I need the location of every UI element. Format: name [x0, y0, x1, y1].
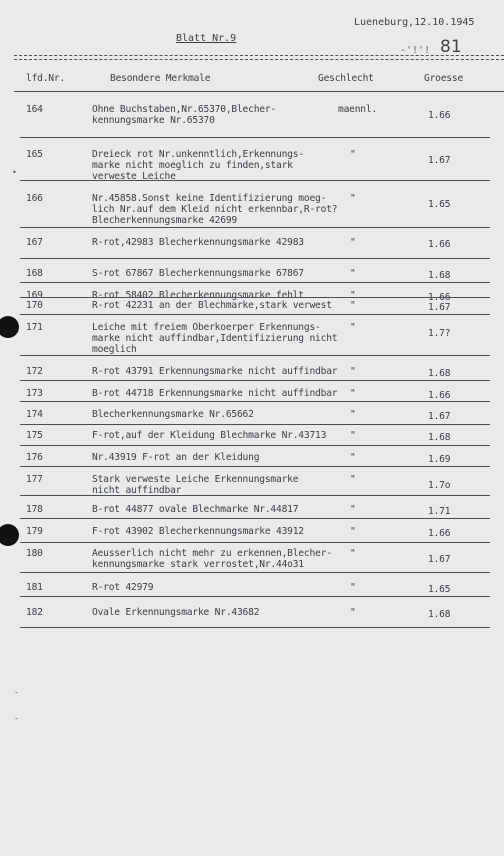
row-rule: [20, 227, 490, 228]
row-rule: [20, 424, 490, 425]
row-number: 181: [26, 582, 43, 593]
row-number: 165: [26, 149, 43, 160]
row-height: 1.65: [428, 199, 451, 210]
row-height: 1.66: [428, 390, 451, 401]
row-rule: [20, 258, 490, 259]
row-number: 170: [26, 300, 43, 311]
col-header-nr: lfd.Nr.: [26, 73, 66, 84]
row-description-line: Blecherkennungsmarke Nr.65662: [92, 409, 254, 420]
row-description-line: F-rot,auf der Kleidung Blechmarke Nr.43713: [92, 430, 327, 441]
row-description-line: Blecherkennungsmarke 42699: [92, 215, 237, 226]
row-number: 176: [26, 452, 43, 463]
row-number: 174: [26, 409, 43, 420]
place-date: Lueneburg,12.10.1945: [354, 17, 475, 28]
row-rule: [20, 380, 490, 381]
row-number: 167: [26, 237, 43, 248]
row-description-line: kennungsmarke Nr.65370: [92, 115, 215, 126]
row-description-line: R-rot 42979: [92, 582, 154, 593]
row-number: 166: [26, 193, 43, 204]
row-description-line: kennungsmarke stark verrostet,Nr.44o31: [92, 559, 304, 570]
row-height: 1.66: [428, 292, 451, 303]
stamp-prefix: -'!'!: [400, 45, 431, 56]
row-gender: ": [350, 290, 356, 301]
row-gender: ": [350, 237, 356, 248]
row-gender: ": [350, 430, 356, 441]
row-description-line: Dreieck rot Nr.unkenntlich,Erkennungs-: [92, 149, 304, 160]
row-height: 1.65: [428, 584, 451, 595]
row-gender: ": [350, 300, 356, 311]
row-number: 171: [26, 322, 43, 333]
margin-dot: -: [14, 714, 19, 723]
row-height: 1.66: [428, 239, 451, 250]
row-rule: [20, 495, 490, 496]
row-gender: ": [350, 607, 356, 618]
row-number: 177: [26, 474, 43, 485]
row-description-line: R-rot 58402 Blecherkennungsmarke fehlt: [92, 290, 304, 301]
row-description-line: B-rot 44718 Erkennungsmarke nicht auffindbar: [92, 388, 338, 399]
row-rule: [20, 627, 490, 628]
row-description-line: Leiche mit freiem Oberkoerper Erkennungs-: [92, 322, 321, 333]
row-number: 168: [26, 268, 43, 279]
row-height: 1.67: [428, 302, 451, 313]
row-number: 180: [26, 548, 43, 559]
row-number: 164: [26, 104, 43, 115]
row-number: 173: [26, 388, 43, 399]
row-description-line: lich Nr.auf dem Kleid nicht erkennbar,R-rot?: [92, 204, 338, 215]
header-double-rule: [14, 55, 504, 60]
row-height: 1.68: [428, 432, 451, 443]
row-rule: [20, 137, 490, 138]
row-description-line: verweste Leiche: [92, 171, 176, 182]
row-height: 1.68: [428, 270, 451, 281]
row-rule: [20, 518, 490, 519]
row-number: 182: [26, 607, 43, 618]
row-gender: ": [350, 366, 356, 377]
row-description-line: moeglich: [92, 344, 137, 355]
row-gender: ": [350, 268, 356, 279]
row-gender: ": [350, 526, 356, 537]
row-rule: [20, 572, 490, 573]
row-gender: ": [350, 582, 356, 593]
row-gender: ": [350, 548, 356, 559]
row-description-line: Aeusserlich nicht mehr zu erkennen,Blecher-: [92, 548, 332, 559]
col-header-geschlecht: Geschlecht: [318, 73, 374, 84]
margin-dot: •: [12, 168, 17, 177]
col-header-groesse: Groesse: [424, 73, 464, 84]
punch-hole: [0, 316, 19, 338]
row-number: 175: [26, 430, 43, 441]
row-number: 179: [26, 526, 43, 537]
row-height: 1.7?: [428, 328, 451, 339]
row-rule: [20, 466, 490, 467]
sheet-number: Blatt Nr.9: [176, 33, 237, 44]
row-description-line: Nr.45858.Sonst keine Identifizierung moeg-: [92, 193, 327, 204]
row-gender: ": [350, 149, 356, 160]
row-height: 1.67: [428, 411, 451, 422]
row-height: 1.66: [428, 528, 451, 539]
row-height: 1.67: [428, 554, 451, 565]
row-description-line: Stark verweste Leiche Erkennungsmarke: [92, 474, 299, 485]
row-height: 1.67: [428, 155, 451, 166]
col-header-merkmale: Besondere Merkmale: [110, 73, 211, 84]
row-height: 1.7o: [428, 480, 451, 491]
row-number: 169: [26, 290, 43, 301]
row-description-line: marke nicht moeglich zu finden,stark: [92, 160, 293, 171]
row-description-line: B-rot 44877 ovale Blechmarke Nr.44817: [92, 504, 299, 515]
row-gender: ": [350, 193, 356, 204]
row-description-line: R-rot 42231 an der Blechmarke,stark verwest: [92, 300, 332, 311]
margin-dot: -: [14, 688, 19, 697]
row-description-line: marke nicht auffindbar,Identifizierung nicht: [92, 333, 338, 344]
header-rule: [14, 91, 504, 92]
row-description-line: R-rot,42983 Blecherkennungsmarke 42983: [92, 237, 304, 248]
row-description-line: Ovale Erkennungsmarke Nr.43682: [92, 607, 260, 618]
row-rule: [20, 401, 490, 402]
row-gender: maennl.: [338, 104, 378, 115]
row-rule: [20, 314, 490, 315]
row-rule: [20, 297, 490, 298]
row-gender: ": [350, 322, 356, 333]
row-number: 178: [26, 504, 43, 515]
row-description-line: S-rot 67867 Blecherkennungsmarke 67867: [92, 268, 304, 279]
row-gender: ": [350, 388, 356, 399]
row-rule: [20, 542, 490, 543]
punch-hole: [0, 524, 19, 546]
row-height: 1.66: [428, 110, 451, 121]
row-height: 1.71: [428, 506, 451, 517]
row-height: 1.68: [428, 368, 451, 379]
row-rule: [20, 596, 490, 597]
page-stamp-number: 81: [440, 37, 462, 57]
row-description-line: Ohne Buchstaben,Nr.65370,Blecher-: [92, 104, 277, 115]
row-height: 1.68: [428, 609, 451, 620]
row-description-line: Nr.43919 F-rot an der Kleidung: [92, 452, 260, 463]
row-rule: [20, 355, 490, 356]
row-rule: [20, 445, 490, 446]
row-rule: [20, 282, 490, 283]
row-gender: ": [350, 409, 356, 420]
row-description-line: R-rot 43791 Erkennungsmarke nicht auffindbar: [92, 366, 338, 377]
row-height: 1.69: [428, 454, 451, 465]
row-description-line: nicht auffindbar: [92, 485, 182, 496]
row-gender: ": [350, 474, 356, 485]
row-rule: [20, 180, 490, 181]
row-number: 172: [26, 366, 43, 377]
row-description-line: F-rot 43902 Blecherkennungsmarke 43912: [92, 526, 304, 537]
row-gender: ": [350, 452, 356, 463]
row-gender: ": [350, 504, 356, 515]
